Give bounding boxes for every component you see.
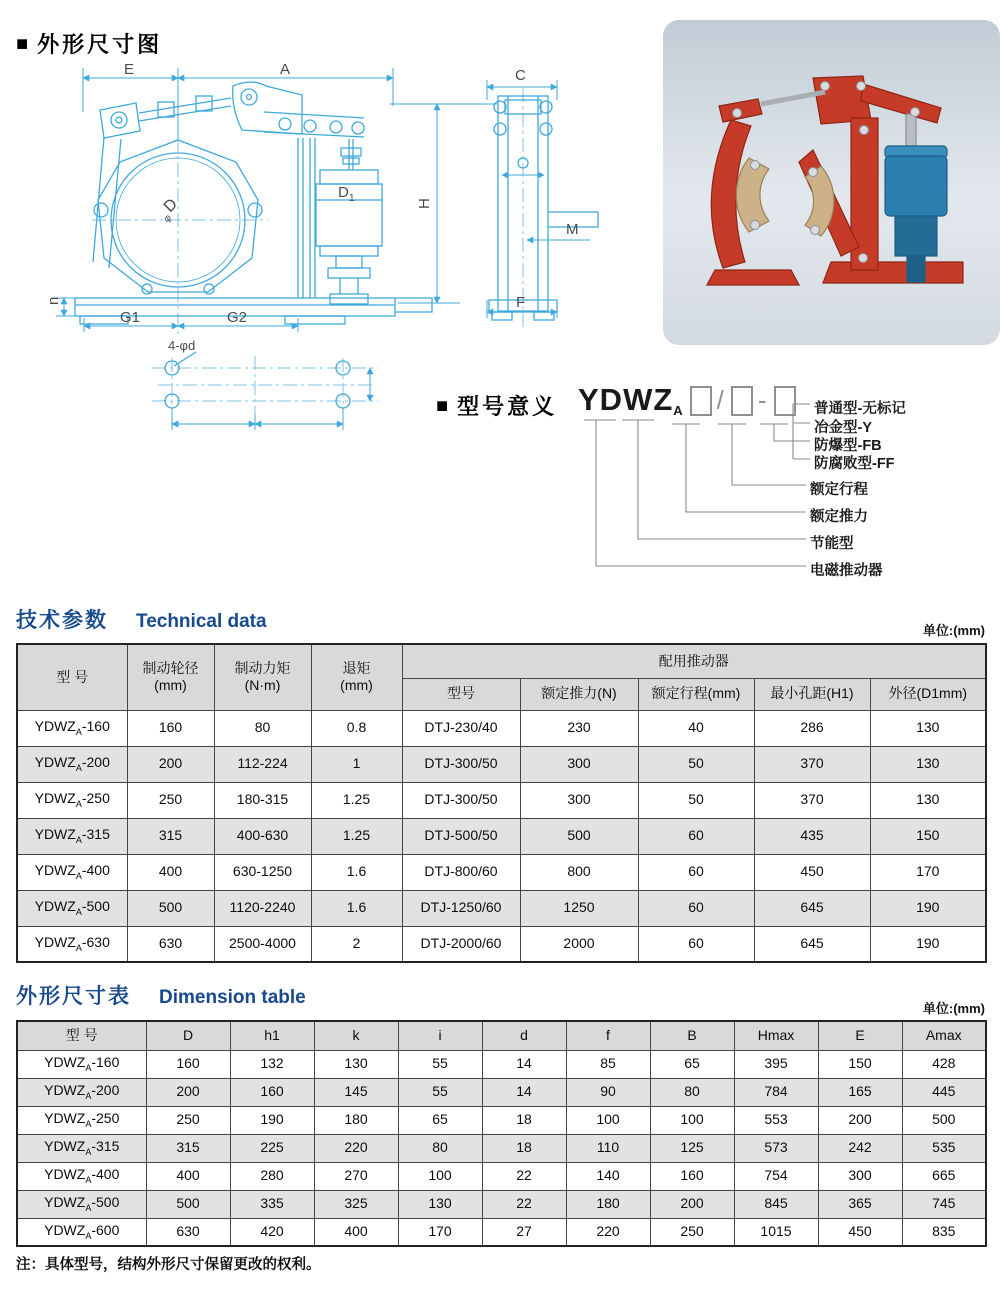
value-cell: 500 xyxy=(902,1106,986,1134)
table-row xyxy=(17,746,986,782)
value-cell: 428 xyxy=(902,1050,986,1078)
brake-structure xyxy=(75,82,598,408)
model-slash: / xyxy=(716,385,724,415)
callout-explosionproof-type: 防爆型-FB xyxy=(814,438,882,454)
value-cell: 630 xyxy=(127,926,214,962)
value-cell: 160 xyxy=(146,1050,230,1078)
value-cell: 300 xyxy=(520,782,638,818)
value-cell: 22 xyxy=(482,1162,566,1190)
value-cell: DTJ-1250/60 xyxy=(402,890,520,926)
value-cell: 1.6 xyxy=(311,854,402,890)
col-header-i: i xyxy=(398,1021,482,1050)
value-cell: DTJ-2000/60 xyxy=(402,926,520,962)
col-header-E: E xyxy=(818,1021,902,1050)
value-cell: 315 xyxy=(127,818,214,854)
table-row xyxy=(17,926,986,962)
square-bullet-icon: ■ xyxy=(436,394,449,417)
value-cell: 395 xyxy=(734,1050,818,1078)
table-row xyxy=(17,854,986,890)
table-row xyxy=(17,1078,986,1106)
table-row xyxy=(17,1106,986,1134)
dim-label-n: n xyxy=(45,296,62,305)
value-cell: 18 xyxy=(482,1106,566,1134)
value-cell: DTJ-300/50 xyxy=(402,782,520,818)
header-line: 制动轮径 xyxy=(142,659,199,676)
value-cell: 150 xyxy=(818,1050,902,1078)
col-header-rated-thrust: 额定推力(N) xyxy=(520,678,638,710)
col-header-brake-torque xyxy=(214,644,311,710)
centerlines xyxy=(92,88,526,417)
value-cell: 835 xyxy=(902,1218,986,1246)
value-cell: 270 xyxy=(314,1162,398,1190)
value-cell: 80 xyxy=(398,1134,482,1162)
table-row xyxy=(17,818,986,854)
value-cell: 2000 xyxy=(520,926,638,962)
value-cell: DTJ-500/50 xyxy=(402,818,520,854)
callout-metallurgy-type: 冶金型-Y xyxy=(814,420,872,436)
col-header-B: B xyxy=(650,1021,734,1050)
product-photo xyxy=(663,20,1000,345)
dimension-unit-label: 单位:(mm) xyxy=(922,1001,985,1016)
value-cell: 55 xyxy=(398,1078,482,1106)
value-cell: 500 xyxy=(520,818,638,854)
value-cell: 745 xyxy=(902,1190,986,1218)
table-row xyxy=(17,1162,986,1190)
value-cell: 286 xyxy=(754,710,870,746)
value-cell: 400 xyxy=(127,854,214,890)
value-cell: 100 xyxy=(398,1162,482,1190)
outline-title-text: 外形尺寸图 xyxy=(37,32,163,57)
model-callout-lines xyxy=(560,395,830,580)
technical-data-table xyxy=(16,643,987,963)
table-row xyxy=(17,1190,986,1218)
value-cell: 645 xyxy=(754,926,870,962)
dim-label-H: H xyxy=(416,198,433,209)
value-cell: 112-224 xyxy=(214,746,311,782)
col-header-thruster-model: 型号 xyxy=(402,678,520,710)
dim-label-D1: D xyxy=(338,184,349,201)
value-cell: 2500-4000 xyxy=(214,926,311,962)
dim-label-E: E xyxy=(124,61,135,78)
table-row xyxy=(17,710,986,746)
value-cell: 180-315 xyxy=(214,782,311,818)
value-cell: 242 xyxy=(818,1134,902,1162)
value-cell: 130 xyxy=(870,710,986,746)
model-cell: $YDWZ_A-600$ xyxy=(17,1218,146,1246)
dimension-header-row xyxy=(17,1021,986,1050)
model-cell: $YDWZ_A-630$ xyxy=(17,926,127,962)
model-cell: $YDWZ_A-200$ xyxy=(17,1078,146,1106)
col-header-model: 型 号 xyxy=(17,644,127,710)
value-cell: 200 xyxy=(127,746,214,782)
col-header-rated-stroke: 额定行程(mm) xyxy=(638,678,754,710)
value-cell: 665 xyxy=(902,1162,986,1190)
col-header-back-torque xyxy=(311,644,402,710)
value-cell: 250 xyxy=(127,782,214,818)
value-cell: DTJ-230/40 xyxy=(402,710,520,746)
value-cell: 200 xyxy=(146,1078,230,1106)
value-cell: 60 xyxy=(638,854,754,890)
value-cell: 400-630 xyxy=(214,818,311,854)
col-header-d: d xyxy=(482,1021,566,1050)
header-line: 制动力矩 xyxy=(234,659,291,676)
model-code-text: YDWZ xyxy=(578,382,674,417)
dimension-table xyxy=(16,1020,987,1247)
value-cell: 27 xyxy=(482,1218,566,1246)
value-cell: 754 xyxy=(734,1162,818,1190)
value-cell: 80 xyxy=(214,710,311,746)
value-cell: 60 xyxy=(638,818,754,854)
value-cell: 573 xyxy=(734,1134,818,1162)
technical-table-title xyxy=(16,604,267,634)
callout-rated-stroke: 额定行程 xyxy=(810,482,868,498)
value-cell: 1.25 xyxy=(311,818,402,854)
header-line: (mm) xyxy=(154,677,187,694)
value-cell: 90 xyxy=(566,1078,650,1106)
value-cell: 160 xyxy=(230,1078,314,1106)
value-cell: 100 xyxy=(650,1106,734,1134)
dim-label-A: A xyxy=(280,61,291,78)
callout-anticorrosion-type: 防腐败型-FF xyxy=(814,456,895,472)
value-cell: 80 xyxy=(650,1078,734,1106)
col-header-wheel-dia xyxy=(127,644,214,710)
value-cell: 190 xyxy=(870,890,986,926)
model-section-title xyxy=(436,390,557,421)
value-cell: 1 xyxy=(311,746,402,782)
value-cell: 800 xyxy=(520,854,638,890)
model-dash: - xyxy=(757,385,767,415)
col-header-outer-dia: 外径(D1mm) xyxy=(870,678,986,710)
callout-electromagnetic-thruster: 电磁推动器 xyxy=(810,563,883,579)
value-cell: 60 xyxy=(638,890,754,926)
dim-label-G1: G1 xyxy=(120,309,141,326)
callout-rated-thrust: 额定推力 xyxy=(810,509,868,525)
value-cell: 420 xyxy=(230,1218,314,1246)
model-cell: $YDWZ_A-400$ xyxy=(17,1162,146,1190)
footnote: 注：具体型号，结构外形尺寸保留更改的权利。 xyxy=(16,1257,321,1273)
model-cell: $YDWZ_A-250$ xyxy=(17,782,127,818)
value-cell: 230 xyxy=(520,710,638,746)
model-cell: $YDWZ_A-250$ xyxy=(17,1106,146,1134)
value-cell: 535 xyxy=(902,1134,986,1162)
value-cell: 160 xyxy=(650,1162,734,1190)
value-cell: 200 xyxy=(818,1106,902,1134)
value-cell: 370 xyxy=(754,746,870,782)
value-cell: 130 xyxy=(314,1050,398,1078)
header-line: (mm) xyxy=(340,677,373,694)
value-cell: 845 xyxy=(734,1190,818,1218)
value-cell: 1250 xyxy=(520,890,638,926)
value-cell: 435 xyxy=(754,818,870,854)
model-cell: $YDWZ_A-500$ xyxy=(17,890,127,926)
square-bullet-icon: ■ xyxy=(16,32,29,55)
value-cell: 140 xyxy=(566,1162,650,1190)
value-cell: 300 xyxy=(818,1162,902,1190)
dim-label-holes: 4-φd xyxy=(168,338,196,353)
dimension-table-body xyxy=(17,1050,986,1246)
col-header-h1: h1 xyxy=(230,1021,314,1050)
value-cell: 445 xyxy=(902,1078,986,1106)
value-cell: 190 xyxy=(230,1106,314,1134)
value-cell: 180 xyxy=(314,1106,398,1134)
value-cell: 400 xyxy=(146,1162,230,1190)
technical-title-cn: 技术参数 xyxy=(16,609,108,632)
value-cell: 50 xyxy=(638,746,754,782)
value-cell: 500 xyxy=(146,1190,230,1218)
value-cell: 1.25 xyxy=(311,782,402,818)
value-cell: 335 xyxy=(230,1190,314,1218)
value-cell: 18 xyxy=(482,1134,566,1162)
value-cell: DTJ-300/50 xyxy=(402,746,520,782)
table-row xyxy=(17,1050,986,1078)
dim-label-phi: φ xyxy=(161,212,174,225)
value-cell: 250 xyxy=(650,1218,734,1246)
value-cell: 170 xyxy=(398,1218,482,1246)
value-cell: 165 xyxy=(818,1078,902,1106)
value-cell: 170 xyxy=(870,854,986,890)
value-cell: 1015 xyxy=(734,1218,818,1246)
dimension-lines xyxy=(56,68,590,430)
value-cell: 85 xyxy=(566,1050,650,1078)
model-cell: $YDWZ_A-500$ xyxy=(17,1190,146,1218)
value-cell: 645 xyxy=(754,890,870,926)
dim-label-F: F xyxy=(516,294,526,311)
value-cell: 315 xyxy=(146,1134,230,1162)
dim-label-D1-sub: 1 xyxy=(349,193,355,204)
value-cell: 180 xyxy=(566,1190,650,1218)
model-cell: $YDWZ_A-200$ xyxy=(17,746,127,782)
value-cell: 500 xyxy=(127,890,214,926)
value-cell: 160 xyxy=(127,710,214,746)
value-cell: 400 xyxy=(314,1218,398,1246)
header-line: 退矩 xyxy=(342,659,371,676)
col-header-min-hole: 最小孔距(H1) xyxy=(754,678,870,710)
value-cell: 300 xyxy=(520,746,638,782)
model-cell: $YDWZ_A-315$ xyxy=(17,1134,146,1162)
dim-label-C: C xyxy=(515,67,526,84)
model-title-text: 型号意义 xyxy=(457,394,558,419)
value-cell: 225 xyxy=(230,1134,314,1162)
col-header-k: k xyxy=(314,1021,398,1050)
model-code-subscript: A xyxy=(673,403,683,418)
value-cell: 784 xyxy=(734,1078,818,1106)
value-cell: 553 xyxy=(734,1106,818,1134)
col-header-Amax: Amax xyxy=(902,1021,986,1050)
model-cell: $YDWZ_A-160$ xyxy=(17,710,127,746)
value-cell: 60 xyxy=(638,926,754,962)
dim-label-D: D xyxy=(160,195,182,216)
value-cell: 145 xyxy=(314,1078,398,1106)
value-cell: 125 xyxy=(650,1134,734,1162)
value-cell: 280 xyxy=(230,1162,314,1190)
dim-label-M: M xyxy=(566,221,579,238)
value-cell: 370 xyxy=(754,782,870,818)
callout-energy-saving: 节能型 xyxy=(810,536,854,552)
value-cell: 100 xyxy=(566,1106,650,1134)
table-row xyxy=(17,1134,986,1162)
value-cell: 50 xyxy=(638,782,754,818)
value-cell: 220 xyxy=(314,1134,398,1162)
callout-normal-type: 普通型-无标记 xyxy=(814,401,906,417)
value-cell: 55 xyxy=(398,1050,482,1078)
value-cell: 2 xyxy=(311,926,402,962)
col-header-Hmax: Hmax xyxy=(734,1021,818,1050)
dim-label-G2: G2 xyxy=(227,309,248,326)
value-cell: 365 xyxy=(818,1190,902,1218)
table-row xyxy=(17,890,986,926)
col-header-D: D xyxy=(146,1021,230,1050)
value-cell: 250 xyxy=(146,1106,230,1134)
technical-table-body xyxy=(17,710,986,962)
value-cell: 14 xyxy=(482,1050,566,1078)
col-header-thruster-group: 配用推动器 xyxy=(402,644,986,678)
value-cell: 200 xyxy=(650,1190,734,1218)
table-row xyxy=(17,782,986,818)
value-cell: 450 xyxy=(818,1218,902,1246)
value-cell: 132 xyxy=(230,1050,314,1078)
value-cell: 1120-2240 xyxy=(214,890,311,926)
value-cell: 450 xyxy=(754,854,870,890)
value-cell: 22 xyxy=(482,1190,566,1218)
value-cell: 0.8 xyxy=(311,710,402,746)
col-header-f: f xyxy=(566,1021,650,1050)
value-cell: DTJ-800/60 xyxy=(402,854,520,890)
value-cell: 630-1250 xyxy=(214,854,311,890)
col-header-model: 型 号 xyxy=(17,1021,146,1050)
value-cell: 130 xyxy=(870,746,986,782)
value-cell: 110 xyxy=(566,1134,650,1162)
technical-header-row-1 xyxy=(17,644,986,678)
value-cell: 630 xyxy=(146,1218,230,1246)
dimension-title-cn: 外形尺寸表 xyxy=(16,985,131,1008)
value-cell: 65 xyxy=(398,1106,482,1134)
value-cell: 65 xyxy=(650,1050,734,1078)
value-cell: 14 xyxy=(482,1078,566,1106)
table-row xyxy=(17,1218,986,1246)
value-cell: 150 xyxy=(870,818,986,854)
model-cell: $YDWZ_A-160$ xyxy=(17,1050,146,1078)
value-cell: 40 xyxy=(638,710,754,746)
model-cell: $YDWZ_A-315$ xyxy=(17,818,127,854)
value-cell: 130 xyxy=(870,782,986,818)
value-cell: 220 xyxy=(566,1218,650,1246)
header-line: (N·m) xyxy=(244,677,281,694)
technical-title-en: Technical data xyxy=(136,611,267,632)
value-cell: 1.6 xyxy=(311,890,402,926)
value-cell: 325 xyxy=(314,1190,398,1218)
dimension-title-en: Dimension table xyxy=(159,987,306,1008)
dimension-table-title xyxy=(16,980,306,1010)
model-cell: $YDWZ_A-400$ xyxy=(17,854,127,890)
value-cell: 130 xyxy=(398,1190,482,1218)
value-cell: 190 xyxy=(870,926,986,962)
technical-unit-label: 单位:(mm) xyxy=(922,623,985,638)
